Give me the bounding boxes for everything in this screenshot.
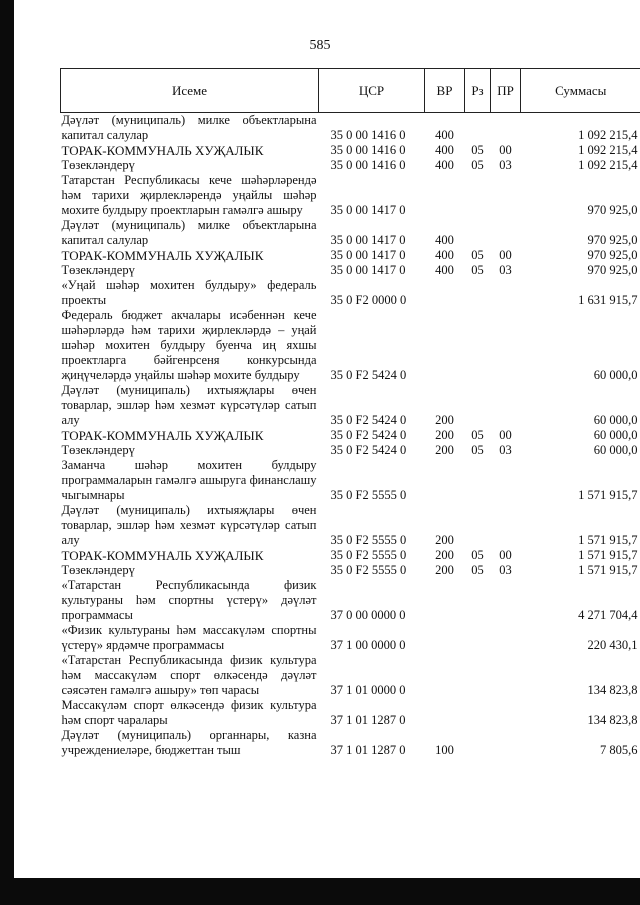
cell-name: «Татарстан Республикасында физик культураны һәм спортны үстерү» дәүләт программасы [61, 578, 317, 622]
cell-vr: 200 [435, 443, 454, 457]
cell-rz: 05 [471, 263, 484, 277]
cell-sum: 1 092 215,4 [578, 158, 638, 172]
cell-csr: 35 0 F2 5424 0 [330, 368, 407, 382]
cell-vr: 200 [435, 563, 454, 577]
page-number: 585 [309, 38, 331, 53]
table-row [61, 623, 640, 653]
table-row [61, 263, 640, 278]
cell-name: ТОРАК-КОММУНАЛЬ ХУҖАЛЫК [61, 143, 264, 158]
cell-pr [491, 728, 521, 758]
table-header [61, 69, 640, 113]
header-sum: Суммасы [521, 69, 640, 113]
cell-rz [465, 698, 491, 728]
cell-rz [465, 728, 491, 758]
header-name: Исеме [61, 69, 319, 113]
header-pr: ПР [491, 69, 521, 113]
table-row [61, 458, 640, 503]
cell-vr [425, 623, 465, 653]
cell-vr: 400 [435, 263, 454, 277]
cell-sum: 220 430,1 [587, 638, 638, 652]
cell-pr [491, 113, 521, 144]
cell-rz: 05 [471, 158, 484, 172]
cell-rz: 05 [471, 443, 484, 457]
cell-pr [491, 653, 521, 698]
cell-rz: 05 [471, 548, 484, 562]
cell-csr: 35 0 F2 5555 0 [330, 548, 407, 562]
cell-vr: 400 [435, 143, 454, 157]
cell-pr [491, 458, 521, 503]
cell-csr: 35 0 F2 5555 0 [330, 488, 407, 502]
cell-csr: 35 0 F2 5555 0 [330, 533, 407, 547]
table-row [61, 503, 640, 548]
budget-table [60, 68, 640, 758]
cell-rz [465, 578, 491, 623]
table-row [61, 428, 640, 443]
table-row [61, 248, 640, 263]
cell-csr: 37 1 01 0000 0 [330, 683, 406, 697]
scan-edge-bottom [0, 878, 640, 905]
cell-sum: 1 571 915,7 [578, 563, 638, 577]
cell-rz [465, 503, 491, 548]
cell-sum: 970 925,0 [587, 263, 638, 277]
table-row [61, 218, 640, 248]
cell-vr: 100 [435, 743, 454, 757]
cell-name: «Татарстан Республикасында физик культура һәм массакүләм спорт өлкәсендә дәүләт сәясәтен гамәлгә ашыру» төп чарасы [61, 653, 317, 697]
cell-pr: 03 [499, 443, 512, 457]
cell-pr: 00 [499, 548, 512, 562]
table-row [61, 578, 640, 623]
cell-pr: 00 [499, 143, 512, 157]
table-row [61, 563, 640, 578]
cell-rz: 05 [471, 563, 484, 577]
cell-vr [425, 173, 465, 218]
cell-name: «Физик культураны һәм массакүләм спортны үстерү» ярдәмче программасы [61, 623, 317, 652]
cell-name: Дәүләт (муниципаль) милке объектларына капитал салулар [61, 113, 317, 142]
cell-sum: 970 925,0 [587, 233, 638, 247]
table-row [61, 383, 640, 428]
cell-vr: 200 [435, 428, 454, 442]
cell-vr [425, 308, 465, 383]
cell-csr: 37 1 01 1287 0 [330, 743, 406, 757]
table-row [61, 728, 640, 758]
cell-pr: 00 [499, 428, 512, 442]
cell-sum: 134 823,8 [587, 683, 638, 697]
cell-pr [491, 698, 521, 728]
cell-name: Татарстан Республикасы кече шәһәрләрендә һәм тарихи җирлекләрендә уңайлы шәһәр мохите булдыру проектларын гамәлгә ашыру [61, 173, 317, 217]
cell-csr: 35 0 00 1417 0 [330, 263, 406, 277]
cell-csr: 35 0 F2 5424 0 [330, 428, 407, 442]
table-row [61, 653, 640, 698]
cell-rz [465, 218, 491, 248]
cell-vr: 400 [435, 233, 454, 247]
cell-name: Федераль бюджет акчалары исәбеннән кече шәһәрләрдә һәм тарихи җирлекләрдә – уңай шәһәр мохитен булдыру буенча иң яхшы проектларга бәйгенрсеня конкурсында җиңүчеләрдә уңайлы шәһәр мохите булдыру [61, 308, 317, 382]
cell-vr: 200 [435, 413, 454, 427]
cell-sum: 134 823,8 [587, 713, 638, 727]
cell-rz [465, 278, 491, 308]
cell-rz [465, 173, 491, 218]
cell-sum: 1 571 915,7 [578, 533, 638, 547]
table-header-row [61, 69, 640, 113]
table-row [61, 278, 640, 308]
cell-name: Дәүләт (муниципаль) милке объектларына капитал салулар [61, 218, 317, 247]
table-row [61, 698, 640, 728]
cell-vr: 400 [435, 128, 454, 142]
cell-pr [491, 623, 521, 653]
cell-sum: 1 571 915,7 [578, 488, 638, 502]
table-row [61, 113, 640, 144]
cell-csr: 35 0 F2 5555 0 [330, 563, 407, 577]
cell-csr: 37 1 00 0000 0 [330, 638, 406, 652]
cell-name: Дәүләт (муниципаль) органнары, казна учреждениеләре, бюджеттан тыш [61, 728, 317, 757]
table-row [61, 308, 640, 383]
cell-name: ТОРАК-КОММУНАЛЬ ХУҖАЛЫК [61, 548, 264, 563]
cell-name: Дәүләт (муниципаль) ихтыяҗлары өчен товарлар, эшләр һәм хезмәт күрсәтүләр сатып алу [61, 503, 317, 547]
cell-vr [425, 578, 465, 623]
cell-csr: 35 0 F2 5424 0 [330, 443, 407, 457]
scan-edge-left [0, 0, 14, 905]
cell-rz [465, 458, 491, 503]
cell-csr: 35 0 00 1416 0 [330, 143, 406, 157]
cell-pr [491, 503, 521, 548]
cell-vr [425, 653, 465, 698]
cell-name: Заманча шәһәр мохитен булдыру программаларын гамәлгә ашыруга финанслашу чыгымнары [61, 458, 317, 502]
cell-sum: 970 925,0 [587, 203, 638, 217]
cell-name: Массакүләм спорт өлкәсендә физик культура һәм спорт чаралары [61, 698, 317, 727]
header-rz: Рз [465, 69, 491, 113]
cell-vr [425, 458, 465, 503]
cell-rz [465, 308, 491, 383]
cell-sum: 970 925,0 [587, 248, 638, 262]
cell-sum: 1 631 915,7 [578, 293, 638, 307]
cell-pr [491, 218, 521, 248]
cell-csr: 37 0 00 0000 0 [330, 608, 406, 622]
cell-name: Төзекләндерү [61, 563, 135, 577]
cell-csr: 35 0 00 1416 0 [330, 158, 406, 172]
cell-name: ТОРАК-КОММУНАЛЬ ХУҖАЛЫК [61, 248, 264, 263]
cell-vr: 200 [435, 533, 454, 547]
cell-name: Төзекләндерү [61, 443, 135, 457]
cell-csr: 35 0 F2 0000 0 [330, 293, 407, 307]
table-row [61, 173, 640, 218]
cell-name: «Уңай шәһәр мохитен булдыру» федераль проекты [61, 278, 317, 307]
cell-csr: 35 0 00 1416 0 [330, 128, 406, 142]
cell-pr [491, 578, 521, 623]
cell-csr: 35 0 00 1417 0 [330, 233, 406, 247]
cell-vr [425, 698, 465, 728]
cell-rz [465, 653, 491, 698]
cell-vr: 400 [435, 248, 454, 262]
cell-vr [425, 278, 465, 308]
table-row [61, 158, 640, 173]
cell-sum: 1 092 215,4 [578, 143, 638, 157]
table-body [61, 113, 640, 759]
cell-csr: 35 0 00 1417 0 [330, 248, 406, 262]
cell-sum: 7 805,6 [600, 743, 638, 757]
cell-pr: 03 [499, 563, 512, 577]
cell-rz: 05 [471, 428, 484, 442]
cell-pr: 03 [499, 158, 512, 172]
cell-name: Төзекләндерү [61, 263, 135, 277]
cell-vr: 200 [435, 548, 454, 562]
cell-rz: 05 [471, 248, 484, 262]
cell-csr: 35 0 00 1417 0 [330, 203, 406, 217]
cell-pr [491, 173, 521, 218]
cell-rz [465, 383, 491, 428]
cell-pr [491, 308, 521, 383]
budget-table-container [60, 68, 640, 758]
header-csr: ЦСР [319, 69, 425, 113]
cell-name: ТОРАК-КОММУНАЛЬ ХУҖАЛЫК [61, 428, 264, 443]
cell-pr [491, 278, 521, 308]
cell-pr: 00 [499, 248, 512, 262]
table-row [61, 443, 640, 458]
header-vr: ВР [425, 69, 465, 113]
cell-sum: 1 571 915,7 [578, 548, 638, 562]
cell-sum: 60 000,0 [593, 413, 638, 427]
cell-pr: 03 [499, 263, 512, 277]
cell-vr: 400 [435, 158, 454, 172]
cell-csr: 35 0 F2 5424 0 [330, 413, 407, 427]
table-row [61, 143, 640, 158]
cell-sum: 4 271 704,4 [578, 608, 638, 622]
cell-rz: 05 [471, 143, 484, 157]
cell-name: Дәүләт (муниципаль) ихтыяҗлары өчен товарлар, эшләр һәм хезмәт күрсәтүләр сатып алу [61, 383, 317, 427]
cell-pr [491, 383, 521, 428]
table-row [61, 548, 640, 563]
cell-rz [465, 113, 491, 144]
cell-sum: 60 000,0 [593, 443, 638, 457]
cell-rz [465, 623, 491, 653]
cell-name: Төзекләндерү [61, 158, 135, 172]
cell-sum: 60 000,0 [593, 428, 638, 442]
cell-sum: 1 092 215,4 [578, 128, 638, 142]
cell-sum: 60 000,0 [593, 368, 638, 382]
cell-csr: 37 1 01 1287 0 [330, 713, 406, 727]
